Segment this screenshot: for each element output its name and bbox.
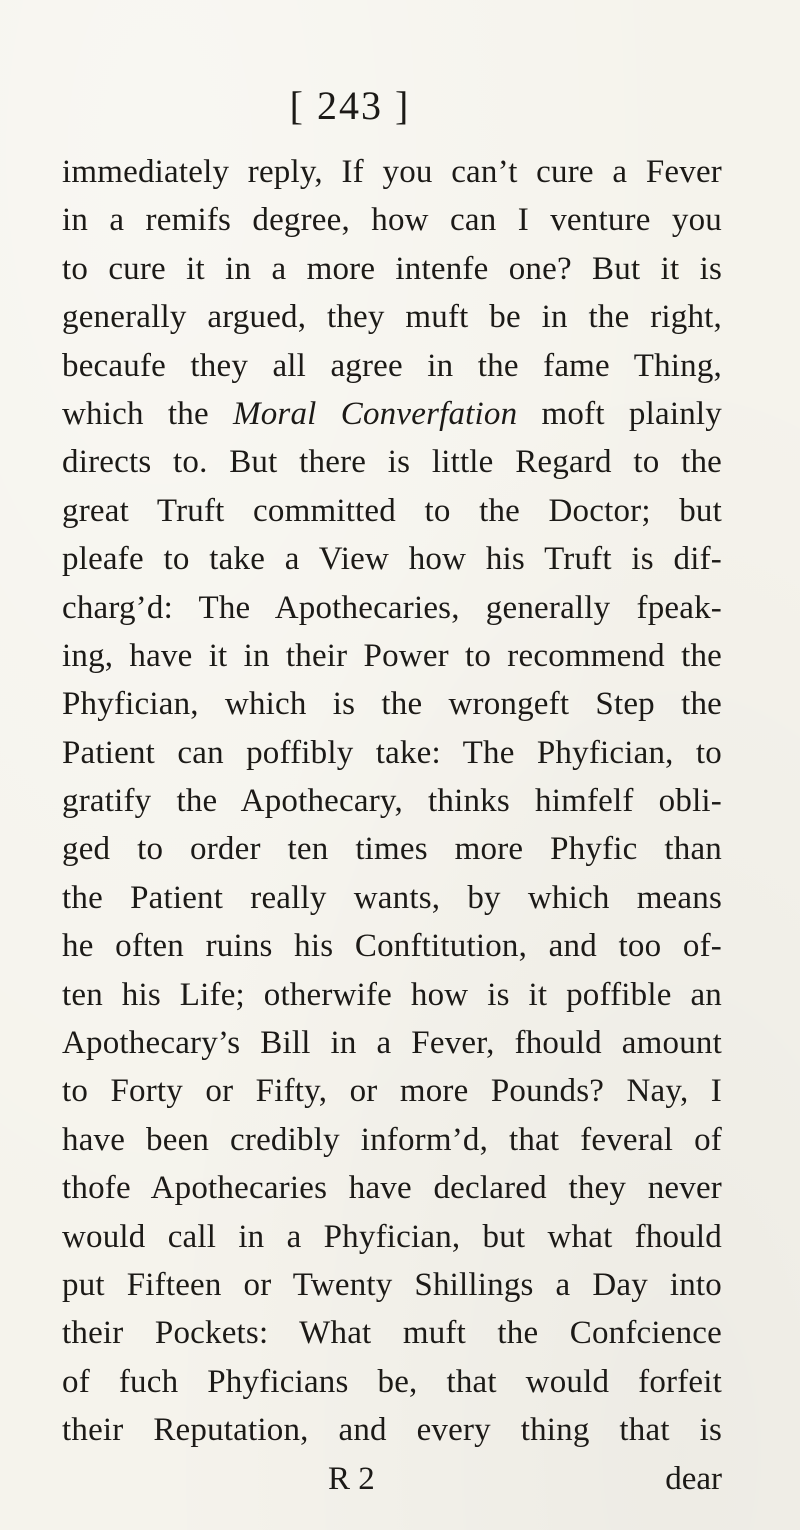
text-line: the Patient really wants, by which means <box>62 879 722 916</box>
signature-mark: R 2 <box>328 1460 375 1497</box>
page-number: [ 243 ] <box>289 83 411 128</box>
text-line: which the Moral Converfation moft plainly <box>62 395 722 432</box>
catchword: dear <box>665 1460 722 1497</box>
text-line: ten his Life; otherwife how is it poffible an <box>62 976 722 1013</box>
text-line: ing, have it in their Power to recommend the <box>62 637 722 674</box>
text-line: Apothecary’s Bill in a Fever, fhould amount <box>62 1025 722 1062</box>
text-line: immediately reply, If you can’t cure a Fever <box>62 154 722 190</box>
text-line: becaufe they all agree in the fame Thing, <box>62 347 722 384</box>
text-line: generally argued, they muft be in the right, <box>62 299 722 336</box>
text-line: thofe Apothecaries have declared they never <box>62 1170 722 1207</box>
text-line: he often ruins his Conftitution, and too of- <box>62 928 722 965</box>
text-line: put Fifteen or Twenty Shillings a Day into <box>62 1266 722 1303</box>
italic-title: Moral Converfation <box>233 395 518 432</box>
text-line: gratify the Apothecary, thinks himfelf obli- <box>62 783 722 820</box>
body-text <box>62 148 722 1503</box>
text-line: ged to order ten times more Phyfic than <box>62 831 722 868</box>
text-line: in a remifs degree, how can I venture you <box>62 202 722 239</box>
text-line: would call in a Phyfician, but what fhould <box>62 1218 722 1255</box>
text-line: Phyfician, which is the wrongeft Step the <box>62 686 722 723</box>
text-line: to cure it in a more intenfe one? But it is <box>62 250 722 287</box>
text-line: great Truft committed to the Doctor; but <box>62 492 722 529</box>
text-line: their Reputation, and every thing that is <box>62 1412 722 1449</box>
text-line: of fuch Phyficians be, that would forfeit <box>62 1363 722 1400</box>
text-line: to Forty or Fifty, or more Pounds? Nay, I <box>62 1073 722 1110</box>
footer-row <box>62 1455 722 1503</box>
text-line: directs to. But there is little Regard to the <box>62 444 722 481</box>
text-line: have been credibly inform’d, that feveral of <box>62 1121 722 1158</box>
text-line: pleafe to take a View how his Truft is dif- <box>62 541 722 578</box>
text-line: Patient can poffibly take: The Phyfician, to <box>62 734 722 771</box>
text-line: their Pockets: What muft the Confcience <box>62 1315 722 1352</box>
text-line: charg’d: The Apothecaries, generally fpeak- <box>62 589 722 626</box>
